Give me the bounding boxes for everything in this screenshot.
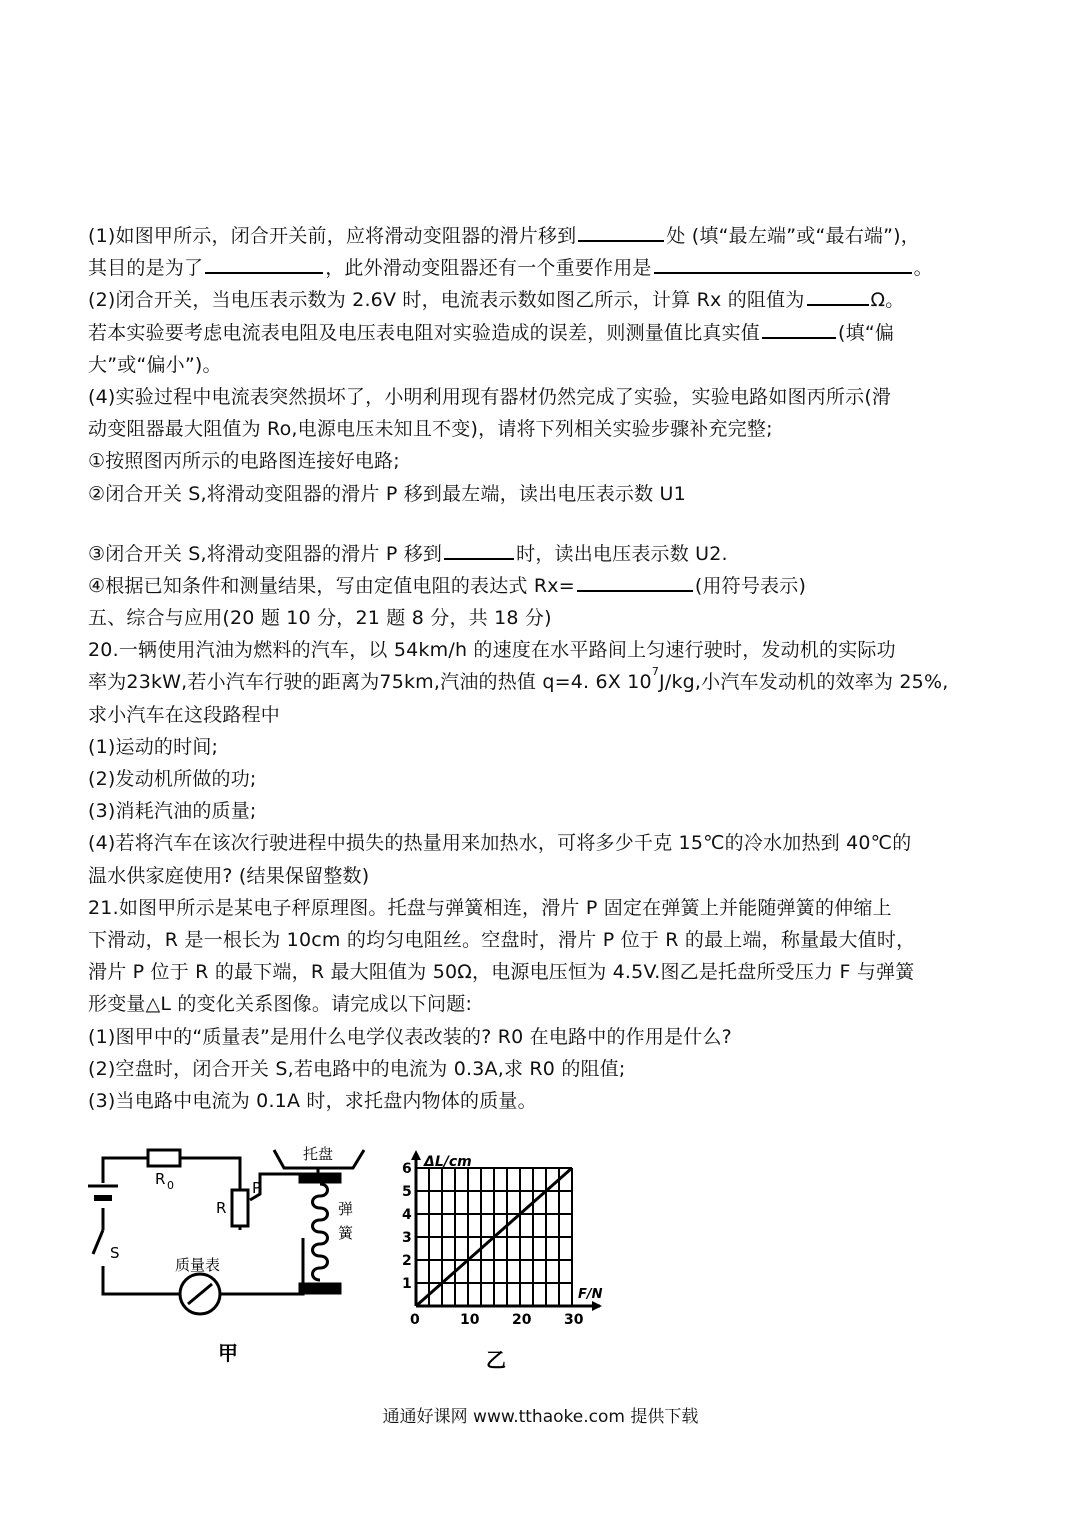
y-tick-label: 6: [402, 1161, 412, 1177]
footer-text: 通通好课网 www.tthaoke.com 提供下载: [382, 1407, 699, 1427]
answer-blank[interactable]: [807, 284, 869, 306]
label-spring-1: 弹: [338, 1200, 354, 1218]
answer-blank[interactable]: [762, 317, 836, 339]
x-tick-label: 10: [460, 1312, 480, 1328]
label-p: P: [252, 1179, 262, 1197]
q19-step-1: ①按照图丙所示的电路图连接好电路;: [88, 450, 400, 473]
q19-line-5: 大”或“偏小”)。: [88, 353, 222, 376]
q21-line-4: 形变量△L 的变化关系图像。请完成以下问题:: [88, 993, 473, 1016]
q20-line-3: 求小汽车在这段路程中: [88, 703, 281, 726]
y-tick-label: 1: [402, 1276, 412, 1292]
label-r0: R: [155, 1170, 166, 1188]
q19-line-7: 动变阻器最大阻值为 Ro,电源电压未知且不变)，请将下列相关实验步骤补充完整;: [88, 418, 773, 441]
q20-item-4-cont: 温水供家庭使用? (结果保留整数): [88, 864, 370, 887]
q20-line-1: 20.一辆使用汽油为燃料的汽车，以 54km/h 的速度在水平路间上匀速行驶时，发动机的实际功: [88, 639, 896, 662]
label-meter: 质量表: [175, 1256, 221, 1274]
caption-jia: 甲: [218, 1341, 238, 1365]
circuit-diagram-jia: [88, 1150, 364, 1314]
q19-line-6: (4)实验过程中电流表突然损坏了，小明利用现有器材仍然完成了实验，实验电路如图丙所示(滑: [88, 385, 892, 408]
x-tick-label: 30: [564, 1312, 584, 1328]
q21-item-2: (2)空盘时，闭合开关 S,若电路中的电流为 0.3A,求 R0 的阻值;: [88, 1057, 626, 1080]
q19-line-4: 若本实验要考虑电流表电阻及电压表电阻对实验造成的误差，则测量值比真实值 (填“偏: [88, 317, 998, 349]
q19-line-2: 其目的是为了 ，此外滑动变阻器还有一个重要作用是 。: [88, 252, 998, 284]
label-s: S: [110, 1244, 120, 1262]
q19-step-2: ②闭合开关 S,将滑动变阻器的滑片 P 移到最左端，读出电压表示数 U1: [88, 482, 686, 505]
x-axis-arrow: [592, 1301, 602, 1311]
answer-blank[interactable]: [578, 220, 664, 242]
q20-item-3: (3)消耗汽油的质量;: [88, 800, 257, 823]
x-tick-label: 20: [512, 1312, 532, 1328]
q19-line-3: (2)闭合开关，当电压表示数为 2.6V 时，电流表示数如图乙所示，计算 Rx 的阻值为 Ω。: [88, 284, 998, 316]
q20-item-4: (4)若将汽车在该次行驶进程中损失的热量用来加热水，可将多少千克 15℃的冷水加热到 40℃的: [88, 832, 912, 855]
x-axis-label: F/N: [578, 1287, 603, 1302]
q21-line-1: 21.如图甲所示是某电子秤原理图。托盘与弹簧相连，滑片 P 固定在弹簧上并能随弹簧的伸缩上: [88, 896, 892, 919]
q21-line-3: 滑片 P 位于 R 的最下端，R 最大阻值为 50Ω，电源电压恒为 4.5V.图乙是托盘所受压力 F 与弹簧: [88, 961, 915, 984]
figures: [88, 1138, 628, 1378]
q21-item-1: (1)图甲中的“质量表”是用什么电学仪表改装的? R0 在电路中的作用是什么?: [88, 1025, 732, 1048]
x-tick-label: 0: [410, 1312, 420, 1328]
q19-step-4: ④根据已知条件和测量结果，写由定值电阻的表达式 Rx= (用符号表示): [88, 570, 998, 602]
answer-blank[interactable]: [654, 252, 912, 274]
label-r0-sub: 0: [167, 1179, 174, 1192]
section-title: 五、综合与应用(20 题 10 分，21 题 8 分，共 18 分): [88, 607, 552, 630]
q20-item-1: (1)运动的时间;: [88, 735, 219, 758]
q19-step-3: ③闭合开关 S,将滑动变阻器的滑片 P 移到 时，读出电压表示数 U2.: [88, 538, 998, 570]
answer-blank[interactable]: [205, 252, 323, 274]
caption-yi: 乙: [486, 1348, 506, 1372]
y-axis-label: ΔL/cm: [424, 1154, 472, 1170]
y-tick-label: 4: [402, 1207, 412, 1223]
label-r: R: [216, 1199, 227, 1217]
q21-item-3: (3)当电路中电流为 0.1A 时，求托盘内物体的质量。: [88, 1089, 537, 1112]
label-spring-2: 簧: [338, 1224, 354, 1242]
answer-blank[interactable]: [577, 570, 693, 592]
q21-line-2: 下滑动，R 是一根长为 10cm 的均匀电阻丝。空盘时，滑片 P 位于 R 的最上端，称量最大值时，: [88, 928, 916, 951]
q19-line-1: (1)如图甲所示，闭合开关前，应将滑动变阻器的滑片移到 处 (填“最左端”或“最右端”)，: [88, 220, 998, 252]
chart-yi: [402, 1150, 603, 1328]
label-tray: 托盘: [303, 1145, 334, 1163]
y-tick-label: 5: [402, 1184, 412, 1200]
answer-blank[interactable]: [444, 538, 514, 560]
q20-line-2: 率为23kW,若小汽车行驶的距离为75km,汽油的热值 q=4. 6X $10^7J/kg$,小汽车发动机的效率为 25%,: [88, 665, 949, 694]
y-axis-arrow: [411, 1150, 421, 1160]
question-text: [88, 220, 998, 1117]
q20-item-2: (2)发动机所做的功;: [88, 768, 257, 790]
y-tick-label: 3: [402, 1230, 412, 1246]
y-tick-label: 2: [402, 1253, 412, 1269]
